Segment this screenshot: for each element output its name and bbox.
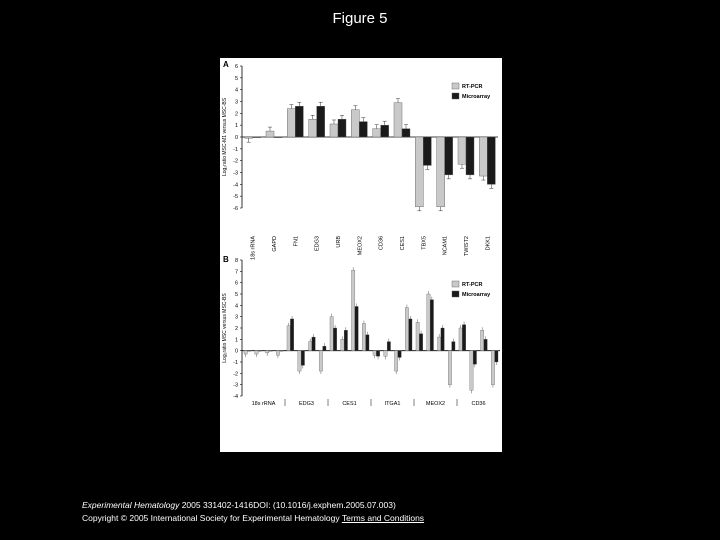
panel-b-group-label: CD36 <box>471 401 486 407</box>
panel-a-ytick-label: 6 <box>234 64 238 70</box>
panel-b-sample-label: AT-MSC-M1 <box>309 452 315 477</box>
panel-b-sample-label: CB-MSC-M3 <box>277 452 283 479</box>
panel-b-group-label: MEOX2 <box>425 401 446 407</box>
panel-a-legend-swatch-rtpcr <box>452 83 459 89</box>
panel-b-bar-rtpcr <box>255 351 258 354</box>
panel-a-ylabel: Log₂ratio MSC-M1 versus MSC-BS <box>222 97 228 177</box>
panel-a-category-label: MEOX2 <box>357 236 364 256</box>
panel-b-sample-label: AT-MSC-M1 <box>352 452 358 477</box>
panel-a-ytick-label: -2 <box>233 158 238 165</box>
panel-b-sample-label: BM-MSC-M1 <box>373 452 379 479</box>
panel-b-bar-microarray <box>355 306 358 350</box>
panel-b-bar-rtpcr <box>287 326 290 351</box>
panel-b-ytick-label: -4 <box>233 394 238 400</box>
footer-copyright: Copyright © 2005 International Society for Experimental Hematology <box>82 513 340 523</box>
panel-a-ytick-label: 5 <box>234 75 238 82</box>
panel-b-group-label: EDG3 <box>299 401 314 407</box>
panel-a-category-label: FN1 <box>293 236 300 247</box>
panel-b-bar-microarray <box>462 325 465 351</box>
panel-b-bar-rtpcr <box>427 294 430 351</box>
panel-b-ytick-label: 8 <box>234 258 238 264</box>
panel-a-bar-microarray <box>466 137 474 175</box>
panel-a-bar-rtpcr <box>394 103 402 137</box>
panel-b-sample-label: CB-MSC-M3 <box>449 452 455 479</box>
panel-b-bar-rtpcr <box>298 351 301 371</box>
panel-a-bar-rtpcr <box>373 129 381 137</box>
panel-b-sample-label: BM-MSC-M2 <box>298 452 304 479</box>
panel-b-sample-label: BM-MSC-M1 <box>287 452 293 479</box>
panel-a-ytick-label: -4 <box>233 182 238 189</box>
panel-a-category-label: 18s rRNA <box>250 236 257 260</box>
panel-b-bar-microarray <box>419 334 422 351</box>
panel-a-ytick-label: -5 <box>233 194 238 201</box>
panel-b-bar-microarray <box>409 319 412 351</box>
panel-a-bar-rtpcr <box>479 137 487 176</box>
panel-a-bar-rtpcr <box>245 137 253 138</box>
panel-a-category-label: CES1 <box>400 236 406 251</box>
panel-a-bar-rtpcr <box>415 137 423 207</box>
panel-b-bar-rtpcr <box>276 351 279 356</box>
panel-b-group-label: 18s rRNA <box>251 401 276 407</box>
panel-b-sample-label: CB-MSC-M3 <box>363 452 369 479</box>
panel-b-bar-rtpcr <box>319 351 322 371</box>
panel-b-bar-microarray <box>247 351 250 352</box>
panel-a-category-label: URB <box>336 236 342 248</box>
footer-citation: 2005 331402-1416DOI: (10.1016/j.exphem.2005.07.003) <box>181 500 396 510</box>
panel-a-ytick-label: 0 <box>234 135 238 141</box>
panel-b-bar-microarray <box>484 339 487 350</box>
panel-b-bar-rtpcr <box>308 342 311 351</box>
panel-b-bar-rtpcr <box>384 351 387 357</box>
panel-a-ytick-label: -3 <box>233 170 238 177</box>
panel-b-ytick-label: 5 <box>234 292 238 298</box>
panel-b-bar-rtpcr <box>341 339 344 350</box>
panel-b-legend-swatch-microarray <box>452 291 459 297</box>
panel-b-bar-microarray <box>269 351 272 352</box>
panel-b-sample-label: CB-MSC-M3 <box>492 452 498 479</box>
panel-b-sample-label: AT-MSC-M1 <box>438 452 444 477</box>
panel-b-bar-rtpcr <box>405 308 408 351</box>
panel-b-bar-microarray <box>387 342 390 351</box>
panel-b-legend-label: Microarray <box>462 292 491 298</box>
panel-b-bar-rtpcr <box>351 270 354 350</box>
panel-b-bar-microarray <box>430 300 433 351</box>
panel-a-category-label: TBX5 <box>421 236 428 250</box>
panel-b-bar-microarray <box>312 337 315 351</box>
panel-b-ytick-label: -1 <box>233 360 238 366</box>
panel-a-bar-rtpcr <box>437 137 445 207</box>
panel-a-ytick-label: 4 <box>234 87 238 94</box>
panel-b-sample-label: BM-MSC-M1 <box>416 452 422 479</box>
panel-b-ytick-label: 2 <box>234 326 238 332</box>
panel-b-sample-label: BM-MSC-M2 <box>255 452 261 479</box>
panel-b-sample-label: AT-MSC-M1 <box>395 452 401 477</box>
panel-a-ytick-label: 2 <box>234 111 238 118</box>
panel-b-ytick-label: 3 <box>234 314 238 321</box>
panel-a-bar-microarray <box>274 137 282 138</box>
panel-a-ytick-label: -6 <box>233 206 238 212</box>
panel-b-sample-label: CB-MSC-M3 <box>406 452 412 479</box>
panel-b-bar-microarray <box>344 330 347 350</box>
panel-b-bar-rtpcr <box>470 351 473 391</box>
panel-a-label: A <box>223 60 229 69</box>
panel-a-bar-microarray <box>338 119 346 137</box>
panel-a-bar-microarray <box>402 129 410 137</box>
panel-a-category-label: CD36 <box>378 236 385 251</box>
panel-b-bar-microarray <box>376 351 379 357</box>
panel-b-sample-label: BM-MSC-M2 <box>341 452 347 479</box>
panel-b-sample-label: BM-MSC-M1 <box>459 452 465 479</box>
panel-b-bar-rtpcr <box>265 351 268 353</box>
panel-b-ytick-label: 0 <box>234 348 238 355</box>
panel-b-bar-microarray <box>452 342 455 351</box>
panel-a-bar-microarray <box>445 137 453 175</box>
panel-a-category-label: NCAM1 <box>442 236 449 256</box>
panel-a-ytick-label: 1 <box>234 123 238 130</box>
panel-a-category-label: DKK1 <box>485 236 492 251</box>
panel-a-bar-rtpcr <box>287 109 295 137</box>
panel-b-bar-rtpcr <box>330 317 333 351</box>
panel-b-bar-microarray <box>290 319 293 351</box>
panel-b-ytick-label: 6 <box>234 280 238 287</box>
footer-journal: Experimental Hematology <box>82 500 180 510</box>
panel-a-legend-label: RT-PCR <box>462 84 483 90</box>
panel-a-category-label: GAPD <box>272 236 278 252</box>
panel-b-legend-label: RT-PCR <box>462 282 483 288</box>
panel-b-sample-label: AT-MSC-M1 <box>481 452 487 477</box>
terms-link[interactable]: Terms and Conditions <box>341 513 425 523</box>
panel-b-bar-microarray <box>398 351 401 358</box>
panel-b-ytick-label: 7 <box>234 269 238 276</box>
panel-a-bar-microarray <box>423 137 431 165</box>
panel-b-bar-rtpcr <box>437 337 440 351</box>
figure-panel <box>220 58 502 479</box>
panel-b-bar-microarray <box>301 351 304 366</box>
panel-a-bar-microarray <box>487 137 495 184</box>
footer <box>82 500 425 525</box>
panel-b-ytick-label: 1 <box>234 337 238 344</box>
panel-a-bar-microarray <box>253 137 261 138</box>
panel-b-label: B <box>223 255 229 264</box>
panel-b-bar-microarray <box>280 351 283 352</box>
panel-a-bar-rtpcr <box>330 124 338 137</box>
figure-title: Figure 5 <box>332 10 388 27</box>
panel-b-bar-rtpcr <box>394 351 397 371</box>
panel-b-bar-rtpcr <box>459 328 462 351</box>
panel-b-sample-label: AT-MSC-M1 <box>266 452 272 477</box>
panel-b-sample-label: BM-MSC-M2 <box>470 452 476 479</box>
panel-a-legend-swatch-microarray <box>452 93 459 99</box>
panel-b-sample-label: BM-MSC-M2 <box>384 452 390 479</box>
panel-b-group-label: ITGA1 <box>384 401 401 407</box>
panel-b-bar-microarray <box>258 351 261 352</box>
panel-b-group-label: CES1 <box>342 401 357 407</box>
panel-a-ytick-label: -1 <box>233 146 238 153</box>
panel-a-bar-rtpcr <box>309 119 317 137</box>
figure-chart-svg <box>220 58 502 479</box>
panel-b-bar-microarray <box>323 346 326 351</box>
panel-b-bar-rtpcr <box>244 351 247 354</box>
panel-b-ytick-label: -2 <box>233 371 238 378</box>
panel-a-bar-microarray <box>381 125 389 137</box>
panel-a-ytick-label: 3 <box>234 99 238 106</box>
panel-b-bar-rtpcr <box>416 322 419 350</box>
panel-b-bar-rtpcr <box>448 351 451 385</box>
panel-b-bar-rtpcr <box>480 330 483 350</box>
panel-a-category-label: EDG3 <box>314 236 321 251</box>
panel-b-sample-label: BM-MSC-M1 <box>244 452 250 479</box>
panel-b-sample-label: BM-MSC-M1 <box>330 452 336 479</box>
panel-a-legend-label: Microarray <box>462 94 491 100</box>
panel-b-sample-label: CB-MSC-M3 <box>320 452 326 479</box>
panel-b-bar-rtpcr <box>373 351 376 356</box>
panel-a-bar-rtpcr <box>266 131 274 137</box>
panel-b-bar-microarray <box>333 328 336 351</box>
panel-b-ylabel: Log₂ratio MSC versus MSC-BS <box>222 293 228 363</box>
panel-b-legend-swatch-rtpcr <box>452 281 459 287</box>
panel-b-bar-microarray <box>495 351 498 362</box>
panel-a-bar-rtpcr <box>458 137 466 164</box>
panel-a-category-label: TWIST2 <box>464 236 470 257</box>
panel-b-bar-microarray <box>441 328 444 351</box>
panel-a-bar-microarray <box>317 106 325 137</box>
panel-b-bar-rtpcr <box>491 351 494 385</box>
panel-a-bar-rtpcr <box>351 110 359 137</box>
panel-b-ytick-label: 4 <box>234 303 238 310</box>
panel-b-bar-rtpcr <box>362 323 365 350</box>
panel-b-ytick-label: -3 <box>233 382 238 389</box>
panel-b-bar-microarray <box>473 351 476 365</box>
panel-b-bar-microarray <box>366 335 369 351</box>
panel-b-sample-label: BM-MSC-M2 <box>427 452 433 479</box>
panel-a-bar-microarray <box>295 106 303 137</box>
panel-a-bar-microarray <box>359 122 367 137</box>
